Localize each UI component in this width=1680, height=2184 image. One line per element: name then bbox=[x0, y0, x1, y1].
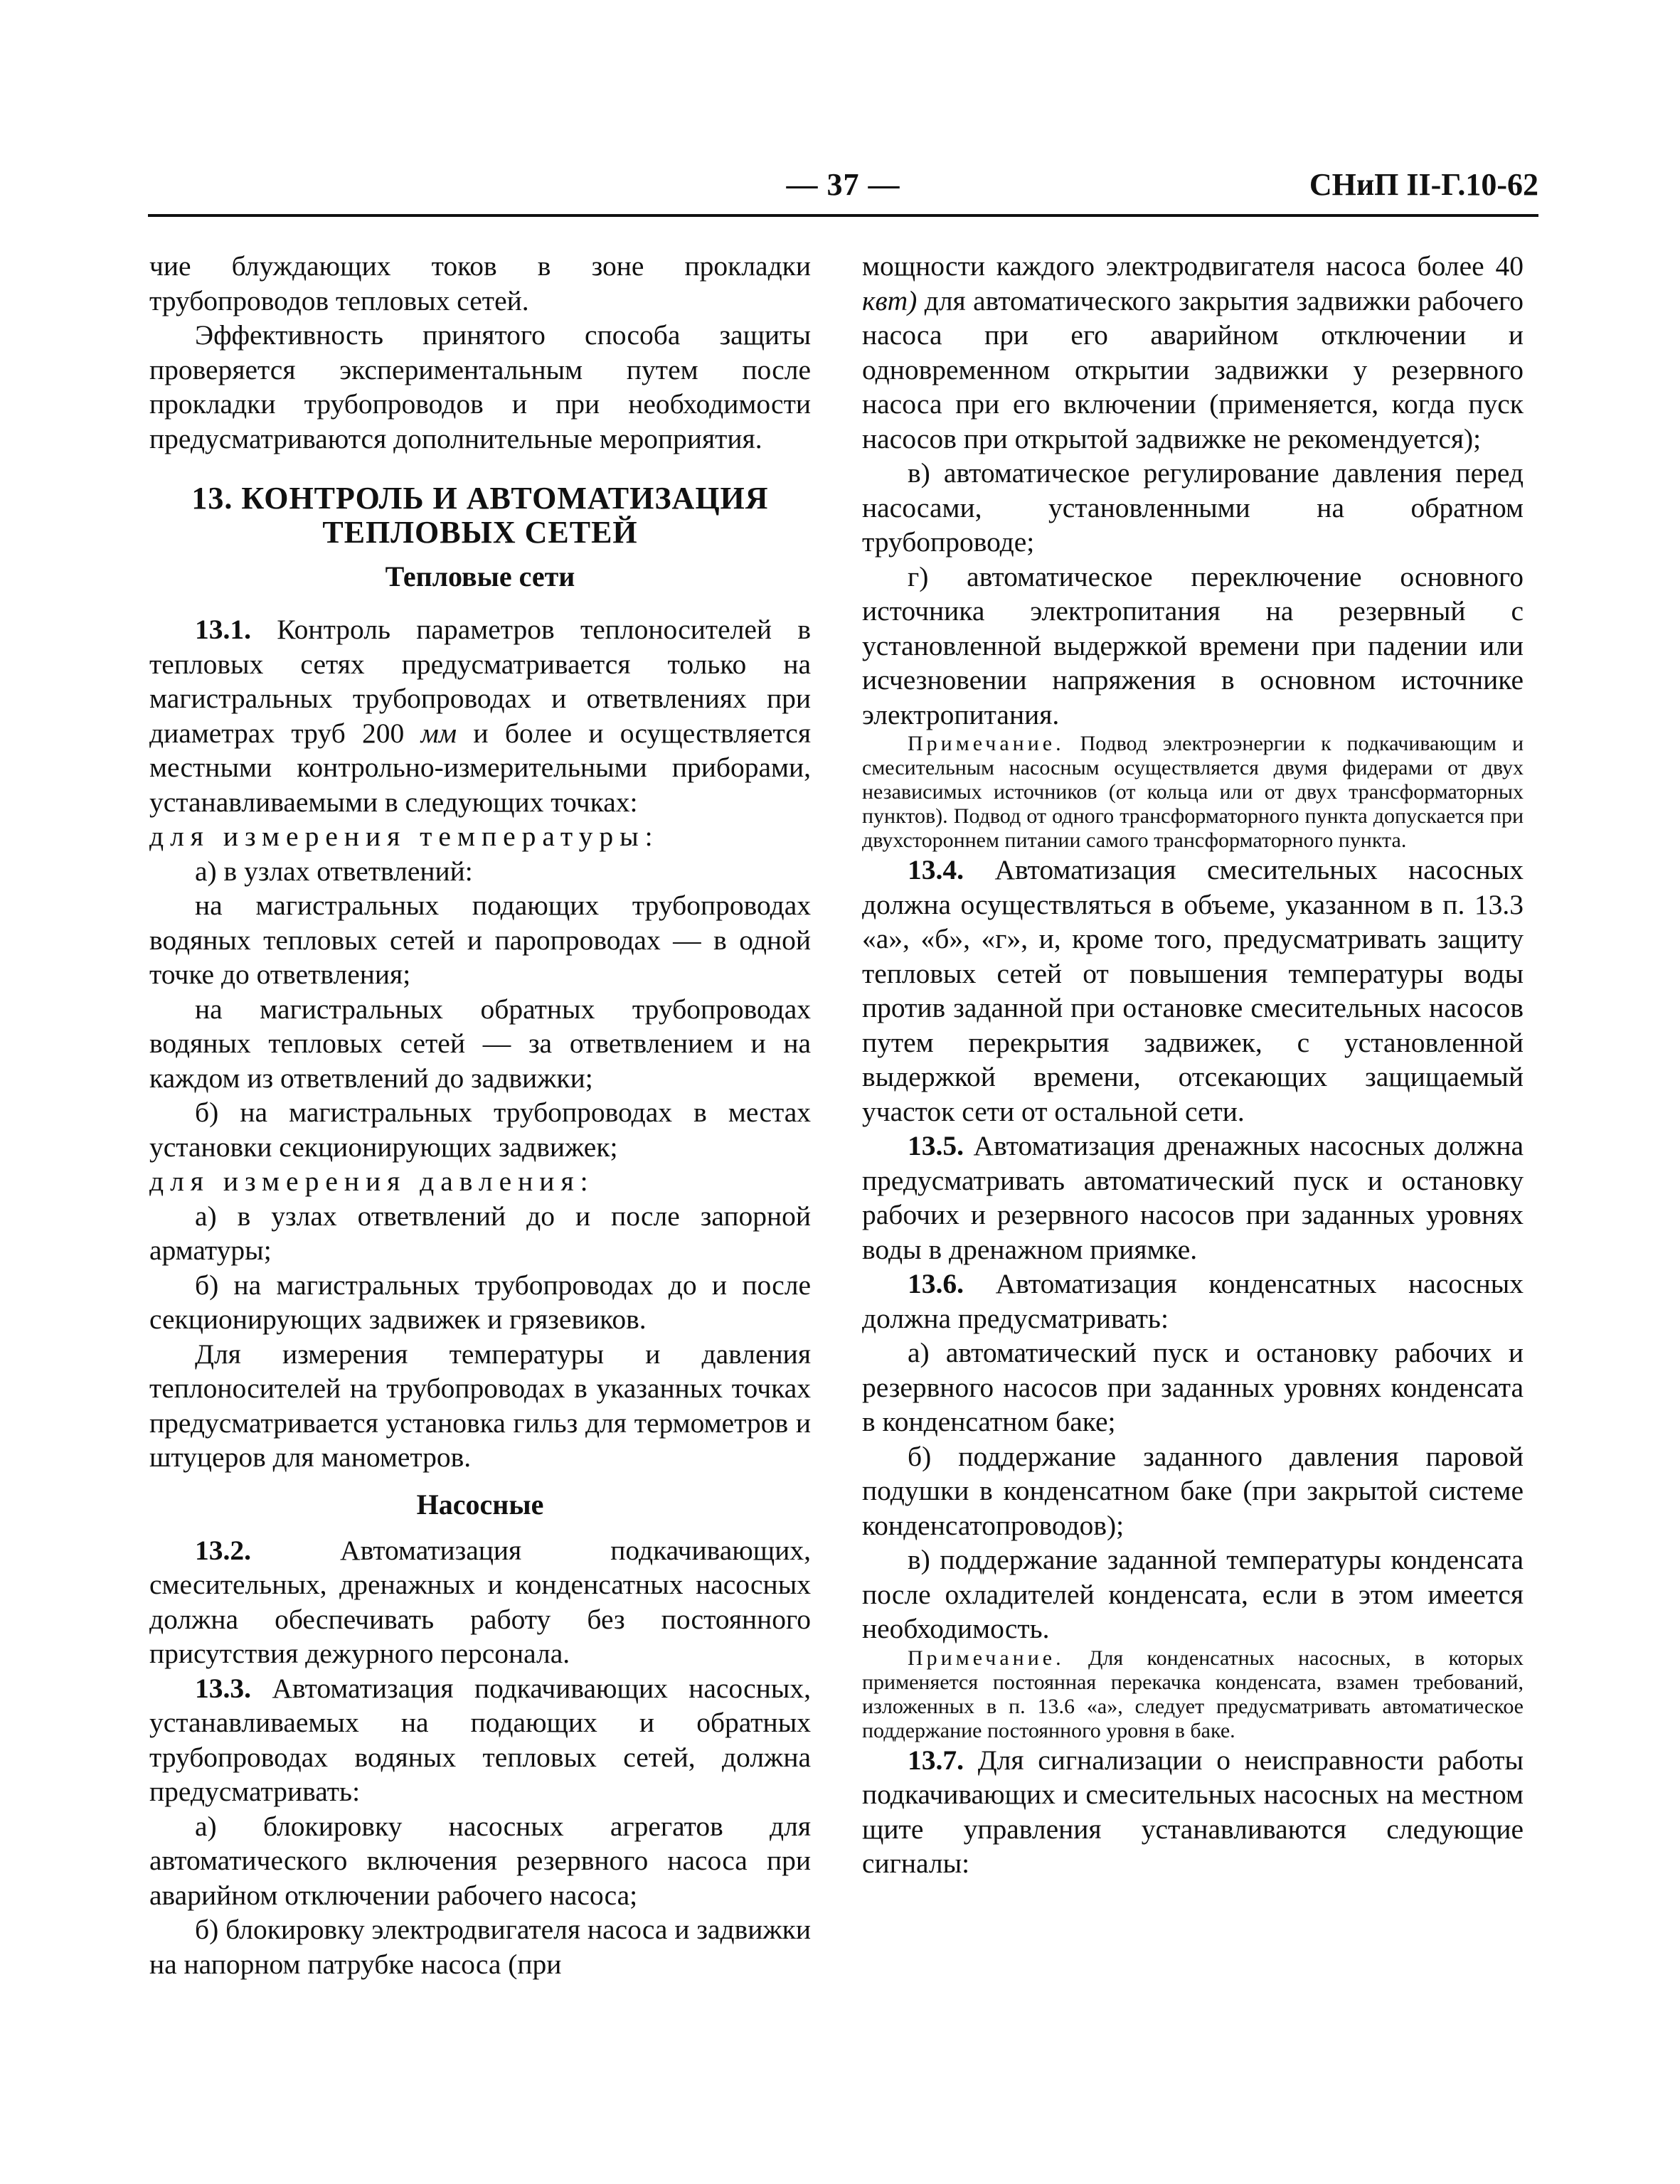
clause-number: 13.4. bbox=[908, 854, 964, 885]
left-column bbox=[149, 249, 811, 1981]
clause-text: и более и осуществляется местными контрольно-измерительными приборами, устанавливаемыми в следующих точках: bbox=[149, 717, 812, 818]
clause-number: 13.3. bbox=[195, 1672, 251, 1704]
paragraph: Эффективность принятого способа защиты проверяется экспериментальным путем после прокладки трубопроводов и при необходимости предусматриваются дополнительные мероприятия. bbox=[149, 319, 811, 454]
clause-number: 13.6. bbox=[908, 1268, 964, 1299]
list-item: на магистральных обратных трубопроводах водяных тепловых сетей — за ответвлением и на каждом из ответвлений до задвижки; bbox=[149, 993, 811, 1094]
note-label: Примечание. bbox=[908, 1646, 1065, 1670]
clause-number: 13.7. bbox=[908, 1744, 964, 1776]
clause-text: Автоматизация подкачивающих, смесительных, дренажных и конденсатных насосных должна обеспечивать работу без постоянного присутствия дежурного персонала. bbox=[149, 1534, 811, 1669]
list-item: г) автоматическое переключение основного источника электропитания на резервный с установленной выдержкой времени при падении или исчезновении напряжения в основном источнике электропитания. bbox=[862, 560, 1524, 730]
clause-13-1 bbox=[149, 612, 811, 819]
clause-number: 13.2. bbox=[195, 1534, 251, 1566]
list-item: б) на магистральных трубопроводах до и после секционирующих задвижек и грязевиков. bbox=[149, 1269, 811, 1335]
clause-text: Автоматизация смесительных насосных должна осуществляться в объеме, указанном в п. 13.3 «а», «б», «г», и, кроме того, предусматривать защиту тепловых сетей от повышения температуры воды против заданной при остановке смесительных насосов путем перекрытия задвижек, с установленной выдержкой времени, отсекающих защищаемый участок сети от остальной сети. bbox=[862, 854, 1524, 1127]
clause-number: 13.1. bbox=[195, 614, 251, 645]
note bbox=[862, 732, 1524, 853]
page-number: — 37 — bbox=[786, 167, 900, 202]
header-rule bbox=[148, 214, 1538, 217]
clause-13-4 bbox=[862, 853, 1524, 1129]
list-item: б) на магистральных трубопроводах в местах установки секционирующих задвижек; bbox=[149, 1097, 811, 1163]
list-item: а) в узлах ответвлений до и после запорной арматуры; bbox=[149, 1200, 811, 1266]
list-item: а) блокировку насосных агрегатов для автоматического включения резервного насоса при аварийном отключении рабочего насоса; bbox=[149, 1810, 811, 1911]
clause-text: Автоматизация конденсатных насосных должна предусматривать: bbox=[862, 1268, 1524, 1334]
list-heading: для измерения давления: bbox=[149, 1166, 595, 1197]
list-item: в) поддержание заданной температуры конденсата после охладителей конденсата, если в этом имеется необходимость. bbox=[862, 1544, 1524, 1644]
clause-text: Контроль параметров теплоносителей в тепловых сетях предусматривается только на магистральных трубопроводах и ответвлениях при диаметрах труб 200 bbox=[149, 614, 812, 749]
right-column bbox=[862, 249, 1524, 1881]
clause-text: для автоматического закрытия задвижки рабочего насоса при его аварийном отключении и одновременном открытии задвижки у резервного насоса при его включении (применяется, когда пуск насосов при открытой задвижке не рекомендуется); bbox=[862, 284, 1524, 454]
clause-number: 13.5. bbox=[908, 1130, 964, 1161]
section-title: 13. КОНТРОЛЬ И АВТОМАТИЗАЦИЯ ТЕПЛОВЫХ СЕТЕЙ bbox=[191, 481, 769, 550]
list-item: на магистральных подающих трубопроводах водяных тепловых сетей и паропроводах — в одной точке до ответвления; bbox=[149, 890, 811, 990]
list-item: в) автоматическое регулирование давления перед насосами, установленными на обратном трубопроводе; bbox=[862, 457, 1524, 558]
clause-text: мощности каждого электродвигателя насоса более 40 bbox=[862, 250, 1524, 282]
document-code: СНиП II-Г.10-62 bbox=[1309, 167, 1538, 202]
subsection-title: Насосные bbox=[416, 1488, 544, 1520]
clause-text: Автоматизация подкачивающих насосных, устанавливаемых на подающих и обратных трубопроводах водяных тепловых сетей, должна предусматривать: bbox=[149, 1672, 811, 1807]
clause-13-7 bbox=[862, 1743, 1524, 1881]
clause-13-2 bbox=[149, 1533, 811, 1671]
clause-13-3 bbox=[149, 1671, 811, 1809]
paragraph: чие блуждающих токов в зоне прокладки трубопроводов тепловых сетей. bbox=[149, 250, 811, 316]
page-header bbox=[148, 161, 1538, 211]
list-item: б) поддержание заданного давления паровой подушки в конденсатном баке (при закрытой системе конденсатопроводов); bbox=[862, 1440, 1524, 1541]
list-item: а) в узлах ответвлений: bbox=[195, 855, 473, 887]
list-heading: для измерения температуры: bbox=[149, 821, 659, 852]
clause-text: Автоматизация дренажных насосных должна предусматривать автоматический пуск и остановку рабочих и резервного насосов при заданных уровнях воды в дренажном приямке. bbox=[862, 1130, 1524, 1265]
note bbox=[862, 1646, 1524, 1743]
note-text: Подвод электроэнергии к подкачивающим и смесительным насосным осуществляется двумя фидерами от двух независимых источников (от кольца или от двух трансформаторных пунктов). Подвод от одного трансформаторного пункта допускается при двухстороннем питании самого трансформаторного пункта. bbox=[862, 732, 1524, 852]
note-label: Примечание. bbox=[908, 732, 1065, 755]
subsection-title: Тепловые сети bbox=[385, 560, 575, 592]
unit: квт) bbox=[862, 284, 918, 316]
clause-13-6 bbox=[862, 1267, 1524, 1336]
paragraph: Для измерения температуры и давления теплоносителей на трубопроводах в указанных точках предусматривается установка гильз для термометров и штуцеров для манометров. bbox=[149, 1338, 811, 1473]
note-text: Для конденсатных насосных, в которых применяется постоянная перекачка конденсата, взамен требований, изложенных в п. 13.6 «а», следует предусматривать автоматическое поддержание постоянного уровня в баке. bbox=[862, 1646, 1524, 1742]
clause-text: Для сигнализации о неисправности работы подкачивающих и смесительных насосных на местном щите управления устанавливаются следующие сигналы: bbox=[862, 1744, 1524, 1879]
clause-13-5 bbox=[862, 1129, 1524, 1267]
list-item: а) автоматический пуск и остановку рабочих и резервного насосов при заданных уровнях конденсата в конденсатном баке; bbox=[862, 1337, 1524, 1437]
list-item: б) блокировку электродвигателя насоса и задвижки на напорном патрубке насоса (при bbox=[149, 1914, 811, 1980]
paragraph bbox=[862, 249, 1524, 456]
unit: мм bbox=[420, 717, 457, 749]
